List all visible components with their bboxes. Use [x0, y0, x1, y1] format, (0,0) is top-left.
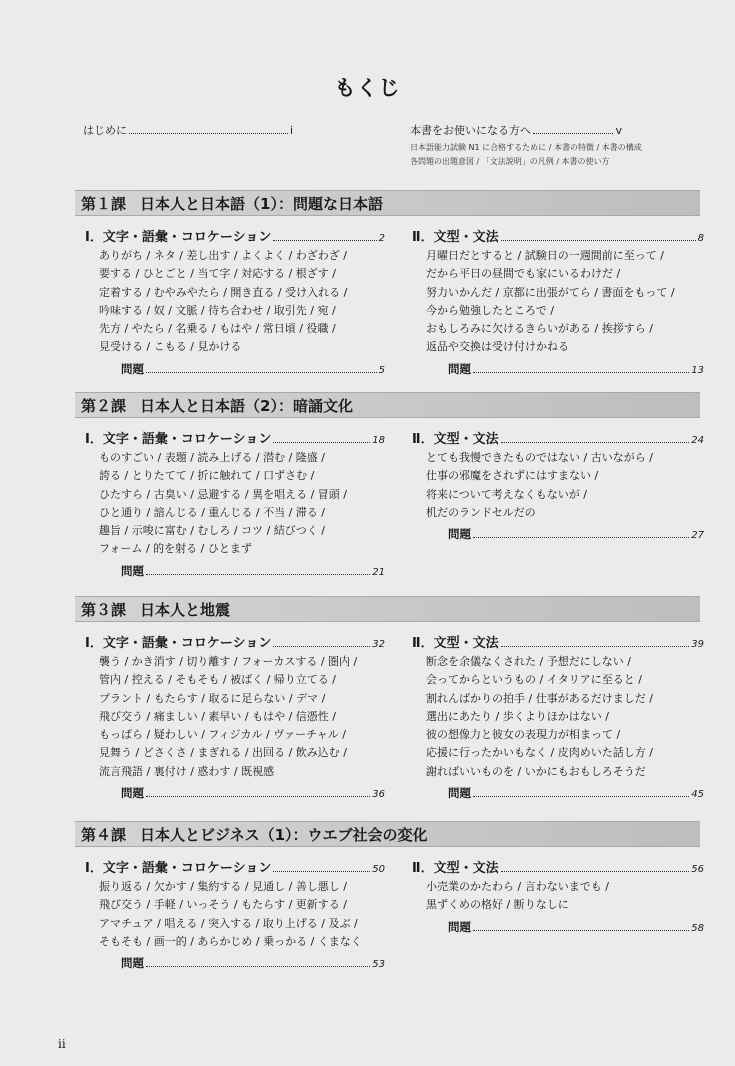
- intro-guide-label: 本書をお使いになる方へ: [410, 124, 531, 137]
- item-line: 月曜日だとすると / 試験日の一週間前に至って /: [426, 249, 664, 262]
- vocabulary-section: [85, 857, 385, 971]
- section-label: Ⅱ．文型・文法: [412, 861, 499, 876]
- item-line: 見舞う / どさくさ / まぎれる / 出回る / 飲み込む /: [99, 746, 347, 760]
- lesson-title: 日本人と日本語（2）：暗誦文化: [140, 396, 353, 415]
- leader-dots: [273, 442, 370, 443]
- leader-dots: [501, 871, 690, 872]
- exercise-label: 問題: [121, 563, 144, 578]
- item-line: 仕事の邪魔をされずにはすまない /: [426, 469, 599, 483]
- section-heading[interactable]: [85, 857, 385, 877]
- section-page: 18: [372, 435, 385, 446]
- exercise-page: 53: [372, 959, 385, 971]
- item-list: [412, 653, 704, 781]
- item-line: 返品や交換は受け付けかねる: [426, 340, 569, 354]
- intro-guide-subtopics: [410, 141, 710, 169]
- exercise-label: 問題: [448, 361, 471, 376]
- exercise-label: 問題: [121, 361, 144, 376]
- leader-dots: [273, 240, 376, 241]
- leader-dots: [146, 796, 370, 797]
- exercise-page: 58: [691, 922, 704, 934]
- item-line: とても我慢できたものではない / 古いながら /: [426, 451, 653, 464]
- exercise-label: 問題: [121, 956, 144, 971]
- grammar-section: [412, 857, 704, 935]
- leader-dots: [473, 372, 689, 373]
- lesson-section: [75, 392, 704, 578]
- lesson-section: [75, 596, 704, 801]
- exercise-label: 問題: [448, 919, 471, 934]
- leader-dots: [473, 796, 689, 797]
- leader-dots: [501, 646, 690, 647]
- leader-dots: [501, 240, 696, 241]
- exercise-entry[interactable]: [85, 785, 385, 801]
- item-line: 飛び交う / 痛ましい / 素早い / もはや / 信憑性 /: [99, 709, 336, 723]
- item-line: 割れんばかりの拍手 / 仕事があるだけましだ /: [426, 691, 653, 705]
- leader-dots: [273, 871, 370, 872]
- item-line: アマチュア / 唱える / 突入する / 取り上げる / 及ぶ /: [99, 916, 358, 930]
- exercise-page: 27: [691, 530, 704, 542]
- page-title: もくじ: [334, 76, 401, 100]
- item-line: ありがち / ネタ / 差し出す / よくよく / わざわざ /: [99, 249, 347, 262]
- section-page: 39: [691, 639, 704, 650]
- exercise-entry[interactable]: [412, 361, 704, 377]
- exercise-page: 36: [372, 789, 385, 801]
- lesson-section: [75, 190, 704, 376]
- intro-subtopic-line: 各問題の出題意図 / 「文法説明」の凡例 / 本書の使い方: [410, 157, 610, 166]
- item-line: ものすごい / 表題 / 読み上げる / 潜む / 隆盛 /: [99, 451, 325, 464]
- item-line: 吟味する / 奴 / 文脈 / 待ち合わせ / 取引先 / 宛 /: [99, 303, 336, 317]
- exercise-entry[interactable]: [85, 955, 385, 971]
- item-list: [412, 247, 704, 357]
- exercise-entry[interactable]: [412, 785, 704, 801]
- item-line: 管内 / 控える / そもそも / 被ばく / 帰り立てる /: [99, 673, 336, 687]
- section-page: 8: [697, 233, 704, 244]
- exercise-page: 5: [378, 364, 385, 376]
- lesson-title: 日本人と地震: [140, 600, 231, 619]
- lesson-section: [75, 821, 704, 971]
- item-line: 見受ける / こもる / 見かける: [99, 340, 242, 354]
- section-label: Ⅱ．文型・文法: [412, 230, 499, 245]
- item-line: もっぱら / 疑わしい / フィジカル / ヴァーチャル /: [99, 728, 346, 742]
- leader-dots: [273, 646, 370, 647]
- item-line: プラント / もたらす / 取るに足らない / デマ /: [99, 691, 326, 705]
- lesson-header[interactable]: [75, 821, 700, 847]
- exercise-page: 13: [691, 364, 704, 376]
- item-line: そもそも / 画一的 / あらかじめ / 乗っかる / くまなく: [99, 934, 362, 948]
- item-line: 努力いかんだ / 京都に出張がてら / 書面をもって /: [426, 285, 675, 299]
- intro-subtopic-line: 日本語能力試験 N1 に合格するために / 本書の特徴 / 本書の構成: [410, 143, 642, 152]
- lesson-header[interactable]: [75, 596, 700, 622]
- item-list: [85, 247, 385, 357]
- section-label: Ⅰ．文字・語彙・コロケーション: [85, 861, 272, 876]
- exercise-entry[interactable]: [412, 526, 704, 542]
- section-label: Ⅱ．文型・文法: [412, 432, 499, 447]
- item-line: 謝ればいいものを / いかにもおもしろそうだ: [426, 764, 646, 778]
- vocabulary-section: [85, 226, 385, 377]
- item-line: 襲う / かき消す / 切り離す / フォーカスする / 圏内 /: [99, 655, 358, 668]
- exercise-label: 問題: [448, 786, 471, 801]
- exercise-entry[interactable]: [85, 563, 385, 579]
- lesson-title: 日本人と日本語（1）：問題な日本語: [140, 194, 383, 213]
- item-line: 会ってからというもの / イタリアに至ると /: [426, 673, 642, 687]
- grammar-section: [412, 632, 704, 801]
- item-line: フォーム / 的を射る / ひとまず: [99, 542, 252, 556]
- leader-dots: [473, 930, 689, 931]
- exercise-page: 21: [372, 566, 385, 578]
- lesson-header[interactable]: [75, 190, 700, 216]
- lesson-title: 日本人とビジネス（1）：ウエブ社会の変化: [140, 825, 428, 844]
- leader-dots: [146, 574, 370, 575]
- item-line: 要する / ひとごと / 当て字 / 対応する / 根ざす /: [99, 267, 336, 281]
- lesson-number: 第１課: [81, 194, 127, 213]
- intro-preface-page: i: [289, 124, 293, 137]
- item-line: 応援に行ったかいもなく / 皮肉めいた話し方 /: [426, 746, 653, 760]
- grammar-section: [412, 428, 704, 542]
- leader-dots: [146, 966, 370, 967]
- item-line: 今から勉強したところで /: [426, 303, 555, 317]
- item-line: 流言飛語 / 裏付け / 惑わす / 既視感: [99, 764, 275, 778]
- section-heading[interactable]: [85, 428, 385, 448]
- exercise-page: 45: [691, 789, 704, 801]
- exercise-label: 問題: [448, 527, 471, 542]
- intro-preface-label: はじめに: [83, 124, 127, 137]
- leader-dots: [533, 133, 613, 134]
- item-line: 将来について考えなくもないが /: [426, 487, 587, 501]
- item-list: [85, 449, 385, 559]
- lesson-number: 第２課: [81, 396, 127, 415]
- intro-guide-entry[interactable]: [410, 122, 710, 169]
- lesson-number: 第４課: [81, 825, 127, 844]
- item-line: 飛び交う / 手軽 / いっそう / もたらす / 更新する /: [99, 898, 347, 912]
- item-line: だから平日の昼間でも家にいるわけだ /: [426, 267, 621, 281]
- item-line: 黒ずくめの格好 / 断りなしに: [426, 898, 569, 912]
- exercise-label: 問題: [121, 786, 144, 801]
- item-line: 振り返る / 欠かす / 集約する / 見通し / 善し悪し /: [99, 880, 347, 893]
- section-heading[interactable]: [85, 632, 385, 652]
- exercise-entry[interactable]: [412, 919, 704, 935]
- item-line: 彼の想像力と彼女の表現力が相まって /: [426, 728, 621, 742]
- section-page: 50: [372, 864, 385, 875]
- item-line: 誇る / とりたてて / 折に触れて / 口ずさむ /: [99, 469, 315, 483]
- item-line: 先方 / やたら / 名乗る / もはや / 常日頃 / 役職 /: [99, 322, 336, 336]
- item-line: おもしろみに欠けるきらいがある / 挨拶すら /: [426, 322, 653, 336]
- section-heading[interactable]: [412, 226, 704, 246]
- page-number: ii: [58, 1037, 66, 1051]
- item-list: [412, 878, 704, 915]
- leader-dots: [501, 442, 690, 443]
- item-line: ひと通り / 諳んじる / 重んじる / 不当 / 滞る /: [99, 505, 325, 519]
- section-label: Ⅱ．文型・文法: [412, 636, 499, 651]
- item-line: 選出にあたり / 歩くよりほかはない /: [426, 709, 609, 723]
- vocabulary-section: [85, 632, 385, 801]
- item-line: 断念を余儀なくされた / 予想だにしない /: [426, 655, 631, 668]
- lesson-header[interactable]: [75, 392, 700, 418]
- section-heading[interactable]: [412, 428, 704, 448]
- section-label: Ⅰ．文字・語彙・コロケーション: [85, 432, 272, 447]
- leader-dots: [473, 537, 689, 538]
- section-heading[interactable]: [412, 632, 704, 652]
- item-line: 趣旨 / 示唆に富む / むしろ / コツ / 結びつく /: [99, 524, 325, 538]
- intro-guide-page: v: [615, 124, 622, 137]
- item-line: 机だのランドセルだの: [426, 505, 536, 519]
- intro-preface-entry[interactable]: [83, 122, 293, 138]
- item-list: [412, 449, 704, 522]
- section-page: 56: [691, 864, 704, 875]
- section-label: Ⅰ．文字・語彙・コロケーション: [85, 636, 272, 651]
- section-page: 24: [691, 435, 704, 446]
- section-heading[interactable]: [85, 226, 385, 246]
- exercise-entry[interactable]: [85, 361, 385, 377]
- section-label: Ⅰ．文字・語彙・コロケーション: [85, 230, 272, 245]
- grammar-section: [412, 226, 704, 377]
- item-list: [85, 878, 385, 951]
- vocabulary-section: [85, 428, 385, 579]
- lesson-number: 第３課: [81, 600, 127, 619]
- item-line: ひたすら / 古臭い / 忌避する / 異を唱える / 冒頭 /: [99, 487, 347, 501]
- section-page: 32: [372, 639, 385, 650]
- leader-dots: [129, 133, 288, 134]
- section-heading[interactable]: [412, 857, 704, 877]
- item-list: [85, 653, 385, 781]
- item-line: 小売業のかたわら / 言わないまでも /: [426, 880, 609, 893]
- section-page: 2: [378, 233, 385, 244]
- leader-dots: [146, 372, 377, 373]
- item-line: 定着する / むやみやたら / 開き直る / 受け入れる /: [99, 285, 348, 299]
